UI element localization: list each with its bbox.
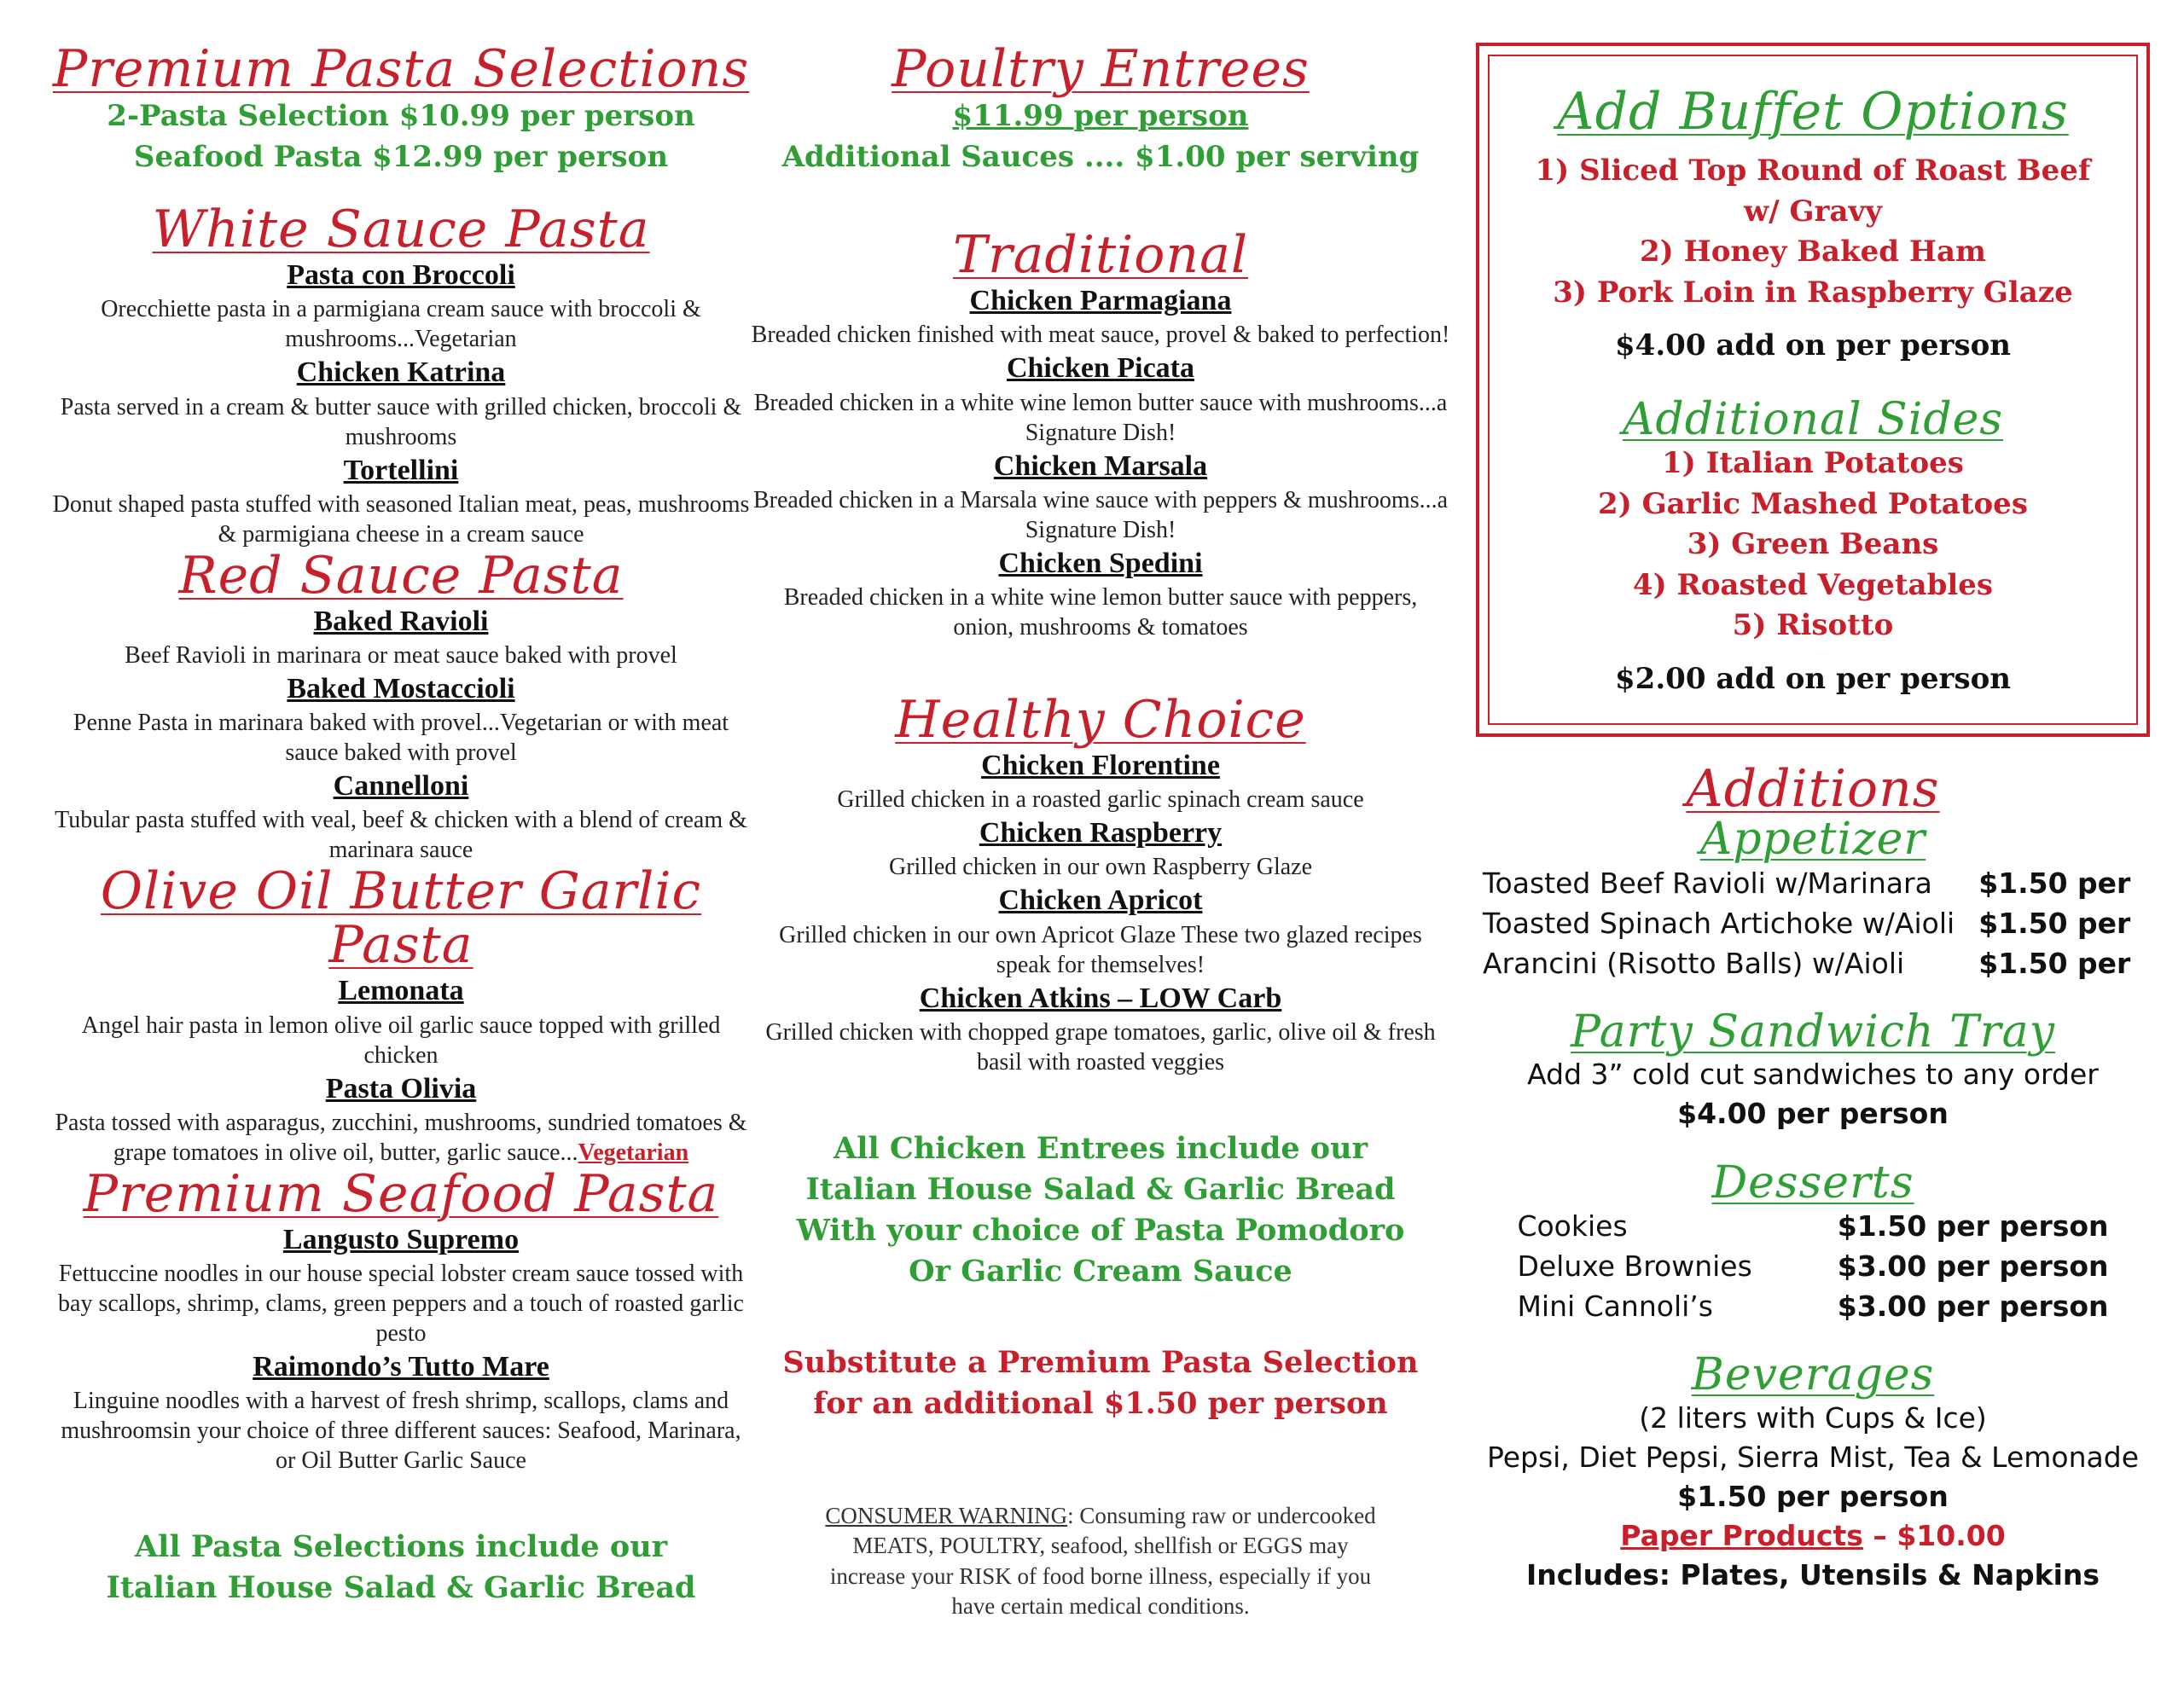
menu-item-name: Langusto Supremo: [282, 1223, 520, 1255]
menu-item-desc: Grilled chicken in a roasted garlic spinach cream sauce: [837, 786, 1364, 814]
list-item: [1510, 1206, 2115, 1246]
menu-item-name: Chicken Raspberry: [979, 817, 1223, 849]
menu-item-name: Chicken Spedini: [998, 547, 1203, 579]
options-column: [1476, 43, 2150, 1596]
additions-title: Additions: [1686, 758, 1940, 819]
substitute-note-1: Substitute a Premium Pasta Selection: [782, 1345, 1419, 1381]
menu-item-desc: Grilled chicken in our own Apricot Glaze These two glazed recipes speak for themselves!: [779, 921, 1422, 978]
menu-item-name: Lemonata: [338, 975, 464, 1007]
appetizer-name: Toasted Beef Ravioli w/Marinara: [1483, 866, 1932, 900]
menu-item-desc: Penne Pasta in marinara baked with provel...Vegetarian or with meat sauce baked with provel: [73, 710, 729, 767]
appetizer-list: [1476, 863, 2137, 983]
appetizer-price: $1.50 per: [1978, 946, 2131, 980]
poultry-price: $11.99 per person: [952, 99, 1249, 133]
sides-price: $2.00 add on per person: [1615, 661, 2011, 696]
beverages-title: Beverages: [1691, 1349, 1935, 1401]
buffet-title: Add Buffet Options: [1557, 82, 2069, 142]
desserts-title: Desserts: [1711, 1157, 1914, 1209]
menu-item-name: Baked Ravioli: [313, 605, 489, 637]
menu-item-name: Pasta con Broccoli: [287, 259, 515, 292]
consumer-warning-label: CONSUMER WARNING: [825, 1503, 1068, 1529]
vegetarian-label: Vegetarian: [578, 1139, 689, 1166]
healthy-title: Healthy Choice: [895, 689, 1306, 750]
menu-item-name: Chicken Apricot: [998, 884, 1203, 917]
menu-item-name: Pasta Olivia: [325, 1072, 477, 1104]
menu-item-name: Chicken Parmagiana: [969, 285, 1232, 317]
side-option: 1) Italian Potatoes: [1662, 445, 1964, 480]
buffet-option: 2) Honey Baked Ham: [1639, 235, 1987, 270]
menu-item-desc: Beef Ravioli in marinara or meat sauce baked with provel: [125, 641, 677, 669]
premium-pasta-price-1: 2-Pasta Selection $10.99 per person: [107, 99, 695, 133]
side-option: 4) Roasted Vegetables: [1632, 567, 1994, 602]
menu-item-name: Baked Mostaccioli: [287, 672, 515, 704]
paper-products: [1476, 1516, 2150, 1556]
list-item: [1476, 943, 2137, 983]
appetizer-name: Toasted Spinach Artichoke w/Aioli: [1483, 906, 1955, 940]
chicken-note-2: Italian House Salad & Garlic Bread: [805, 1171, 1396, 1207]
paper-products-price: – $10.00: [1862, 1519, 2006, 1553]
list-item: [1476, 903, 2137, 943]
seafood-title: Premium Seafood Pasta: [83, 1163, 719, 1224]
menu-item-desc: Breaded chicken finished with meat sauce, provel & baked to perfection!: [751, 322, 1450, 349]
menu-item-desc: Grilled chicken with chopped grape tomatoes, garlic, olive oil & fresh basil with roasted veggies: [765, 1018, 1436, 1075]
white-sauce-title: White Sauce Pasta: [152, 200, 650, 260]
menu-item-name: Cannelloni: [333, 770, 469, 803]
side-option: 3) Green Beans: [1687, 527, 1939, 562]
menu-item-name: Chicken Marsala: [993, 449, 1208, 482]
chicken-note-1: All Chicken Entrees include our: [833, 1130, 1368, 1166]
menu-item-desc: Pasta served in a cream & butter sauce with grilled chicken, broccoli & mushrooms: [60, 393, 742, 450]
menu-item-desc: Linguine noodles with a harvest of fresh shrimp, scallops, clams and mushroomsin your choice of three different sauces: Seafood, Marinara, or Oil Butter Garlic Sauce: [61, 1388, 741, 1475]
pasta-note-1: All Pasta Selections include our: [134, 1529, 668, 1565]
menu-item-desc-text: Pasta tossed with asparagus, zucchini, mushrooms, sundried tomatoes & grape tomatoes in olive oil, butter, garlic sauce...: [55, 1109, 747, 1166]
menu-item-name: Raimondo’s Tutto Mare: [253, 1350, 549, 1383]
consumer-warning: [751, 1501, 1450, 1620]
menu-item-desc: Fettuccine noodles in our house special lobster cream sauce tossed with bay scallops, shrimp, clams, green peppers and a touch of roasted garlic pesto: [58, 1260, 744, 1347]
dessert-name: Mini Cannoli’s: [1517, 1290, 1713, 1324]
menu-item-desc: Grilled chicken in our own Raspberry Glaze: [888, 854, 1313, 881]
buffet-options-box: [1476, 43, 2150, 737]
poultry-title: Poultry Entrees: [892, 39, 1310, 99]
poultry-sauces: Additional Sauces .... $1.00 per serving: [781, 139, 1420, 174]
paper-products-label: Paper Products: [1620, 1519, 1863, 1553]
appetizer-price: $1.50 per: [1978, 866, 2131, 900]
buffet-option: 3) Pork Loin in Raspberry Glaze: [1553, 275, 2073, 310]
sandwich-price: $4.00 per person: [1677, 1097, 1949, 1131]
menu-item-desc: [51, 1108, 751, 1168]
pasta-note-2: Italian House Salad & Garlic Bread: [106, 1570, 696, 1605]
buffet-price: $4.00 add on per person: [1615, 328, 2011, 363]
menu-item-name: Chicken Atkins – LOW Carb: [919, 982, 1282, 1014]
poultry-column: [751, 39, 1450, 1621]
menu-item-name: Chicken Katrina: [296, 357, 506, 389]
menu-item-desc: Breaded chicken in a white wine lemon butter sauce with peppers, onion, mushrooms & tomatoes: [783, 583, 1418, 641]
menu-item-desc: Orecchiette pasta in a parmigiana cream sauce with broccoli & mushrooms...Vegetarian: [101, 296, 701, 353]
list-item: [1510, 1246, 2115, 1286]
beverages-list: Pepsi, Diet Pepsi, Sierra Mist, Tea & Lemonade: [1487, 1440, 2139, 1474]
dessert-name: Cookies: [1517, 1209, 1628, 1244]
dessert-list: [1510, 1206, 2115, 1326]
menu-item-desc: Breaded chicken in a Marsala wine sauce with peppers & mushrooms...a Signature Dish!: [752, 486, 1449, 543]
appetizer-name: Arancini (Risotto Balls) w/Aioli: [1483, 946, 1905, 980]
menu-item-desc: Donut shaped pasta stuffed with seasoned Italian meat, peas, mushrooms & parmigiana cheese in a cream sauce: [52, 490, 750, 548]
chicken-note-3: With your choice of Pasta Pomodoro: [796, 1212, 1405, 1248]
red-sauce-title: Red Sauce Pasta: [178, 545, 624, 606]
sides-title: Additional Sides: [1622, 394, 2004, 446]
appetizer-price: $1.50 per: [1978, 906, 2131, 940]
dessert-price: $3.00 per person: [1837, 1249, 2109, 1284]
side-option: 5) Risotto: [1732, 608, 1894, 643]
premium-pasta-price-2: Seafood Pasta $12.99 per person: [133, 139, 669, 174]
menu-item-desc: Tubular pasta stuffed with veal, beef & chicken with a blend of cream & marinara sauce: [55, 807, 747, 864]
side-option: 2) Garlic Mashed Potatoes: [1598, 486, 2028, 521]
sandwich-desc: Add 3” cold cut sandwiches to any order: [1527, 1058, 2099, 1092]
menu-item-name: Chicken Florentine: [981, 749, 1220, 781]
premium-pasta-title: Premium Pasta Selections: [52, 39, 750, 99]
dessert-price: $3.00 per person: [1837, 1290, 2109, 1324]
consumer-warning-text: : Consuming raw or undercooked MEATS, POULTRY, seafood, shellfish or EGGS may increase your RISK of food borne illness, especially if you have certain medical conditions.: [829, 1503, 1376, 1619]
buffet-option: 1) Sliced Top Round of Roast Beef: [1535, 154, 2091, 188]
pasta-column: [51, 39, 751, 1609]
paper-products-includes: Includes: Plates, Utensils & Napkins: [1525, 1558, 2100, 1592]
menu-item-name: Tortellini: [343, 454, 459, 486]
beverages-note: (2 liters with Cups & Ice): [1639, 1400, 1987, 1435]
chicken-note-4: Or Garlic Cream Sauce: [909, 1253, 1292, 1289]
sandwich-title: Party Sandwich Tray: [1571, 1006, 2055, 1058]
dessert-name: Deluxe Brownies: [1517, 1249, 1752, 1284]
menu-item-desc: Angel hair pasta in lemon olive oil garlic sauce topped with grilled chicken: [81, 1012, 721, 1069]
menu-item-desc: Breaded chicken in a white wine lemon butter sauce with mushrooms...a Signature Dish!: [753, 389, 1448, 446]
traditional-title: Traditional: [952, 225, 1249, 286]
buffet-option: w/ Gravy: [1743, 194, 1882, 229]
olive-oil-title: Olive Oil Butter Garlic Pasta: [100, 861, 702, 976]
beverages-price: $1.50 per person: [1677, 1480, 1949, 1514]
list-item: [1476, 863, 2137, 903]
appetizer-title: Appetizer: [1699, 813, 1926, 865]
substitute-note-2: for an additional $1.50 per person: [813, 1386, 1388, 1422]
dessert-price: $1.50 per person: [1837, 1209, 2109, 1244]
menu-item-name: Chicken Picata: [1006, 352, 1195, 385]
list-item: [1510, 1286, 2115, 1326]
